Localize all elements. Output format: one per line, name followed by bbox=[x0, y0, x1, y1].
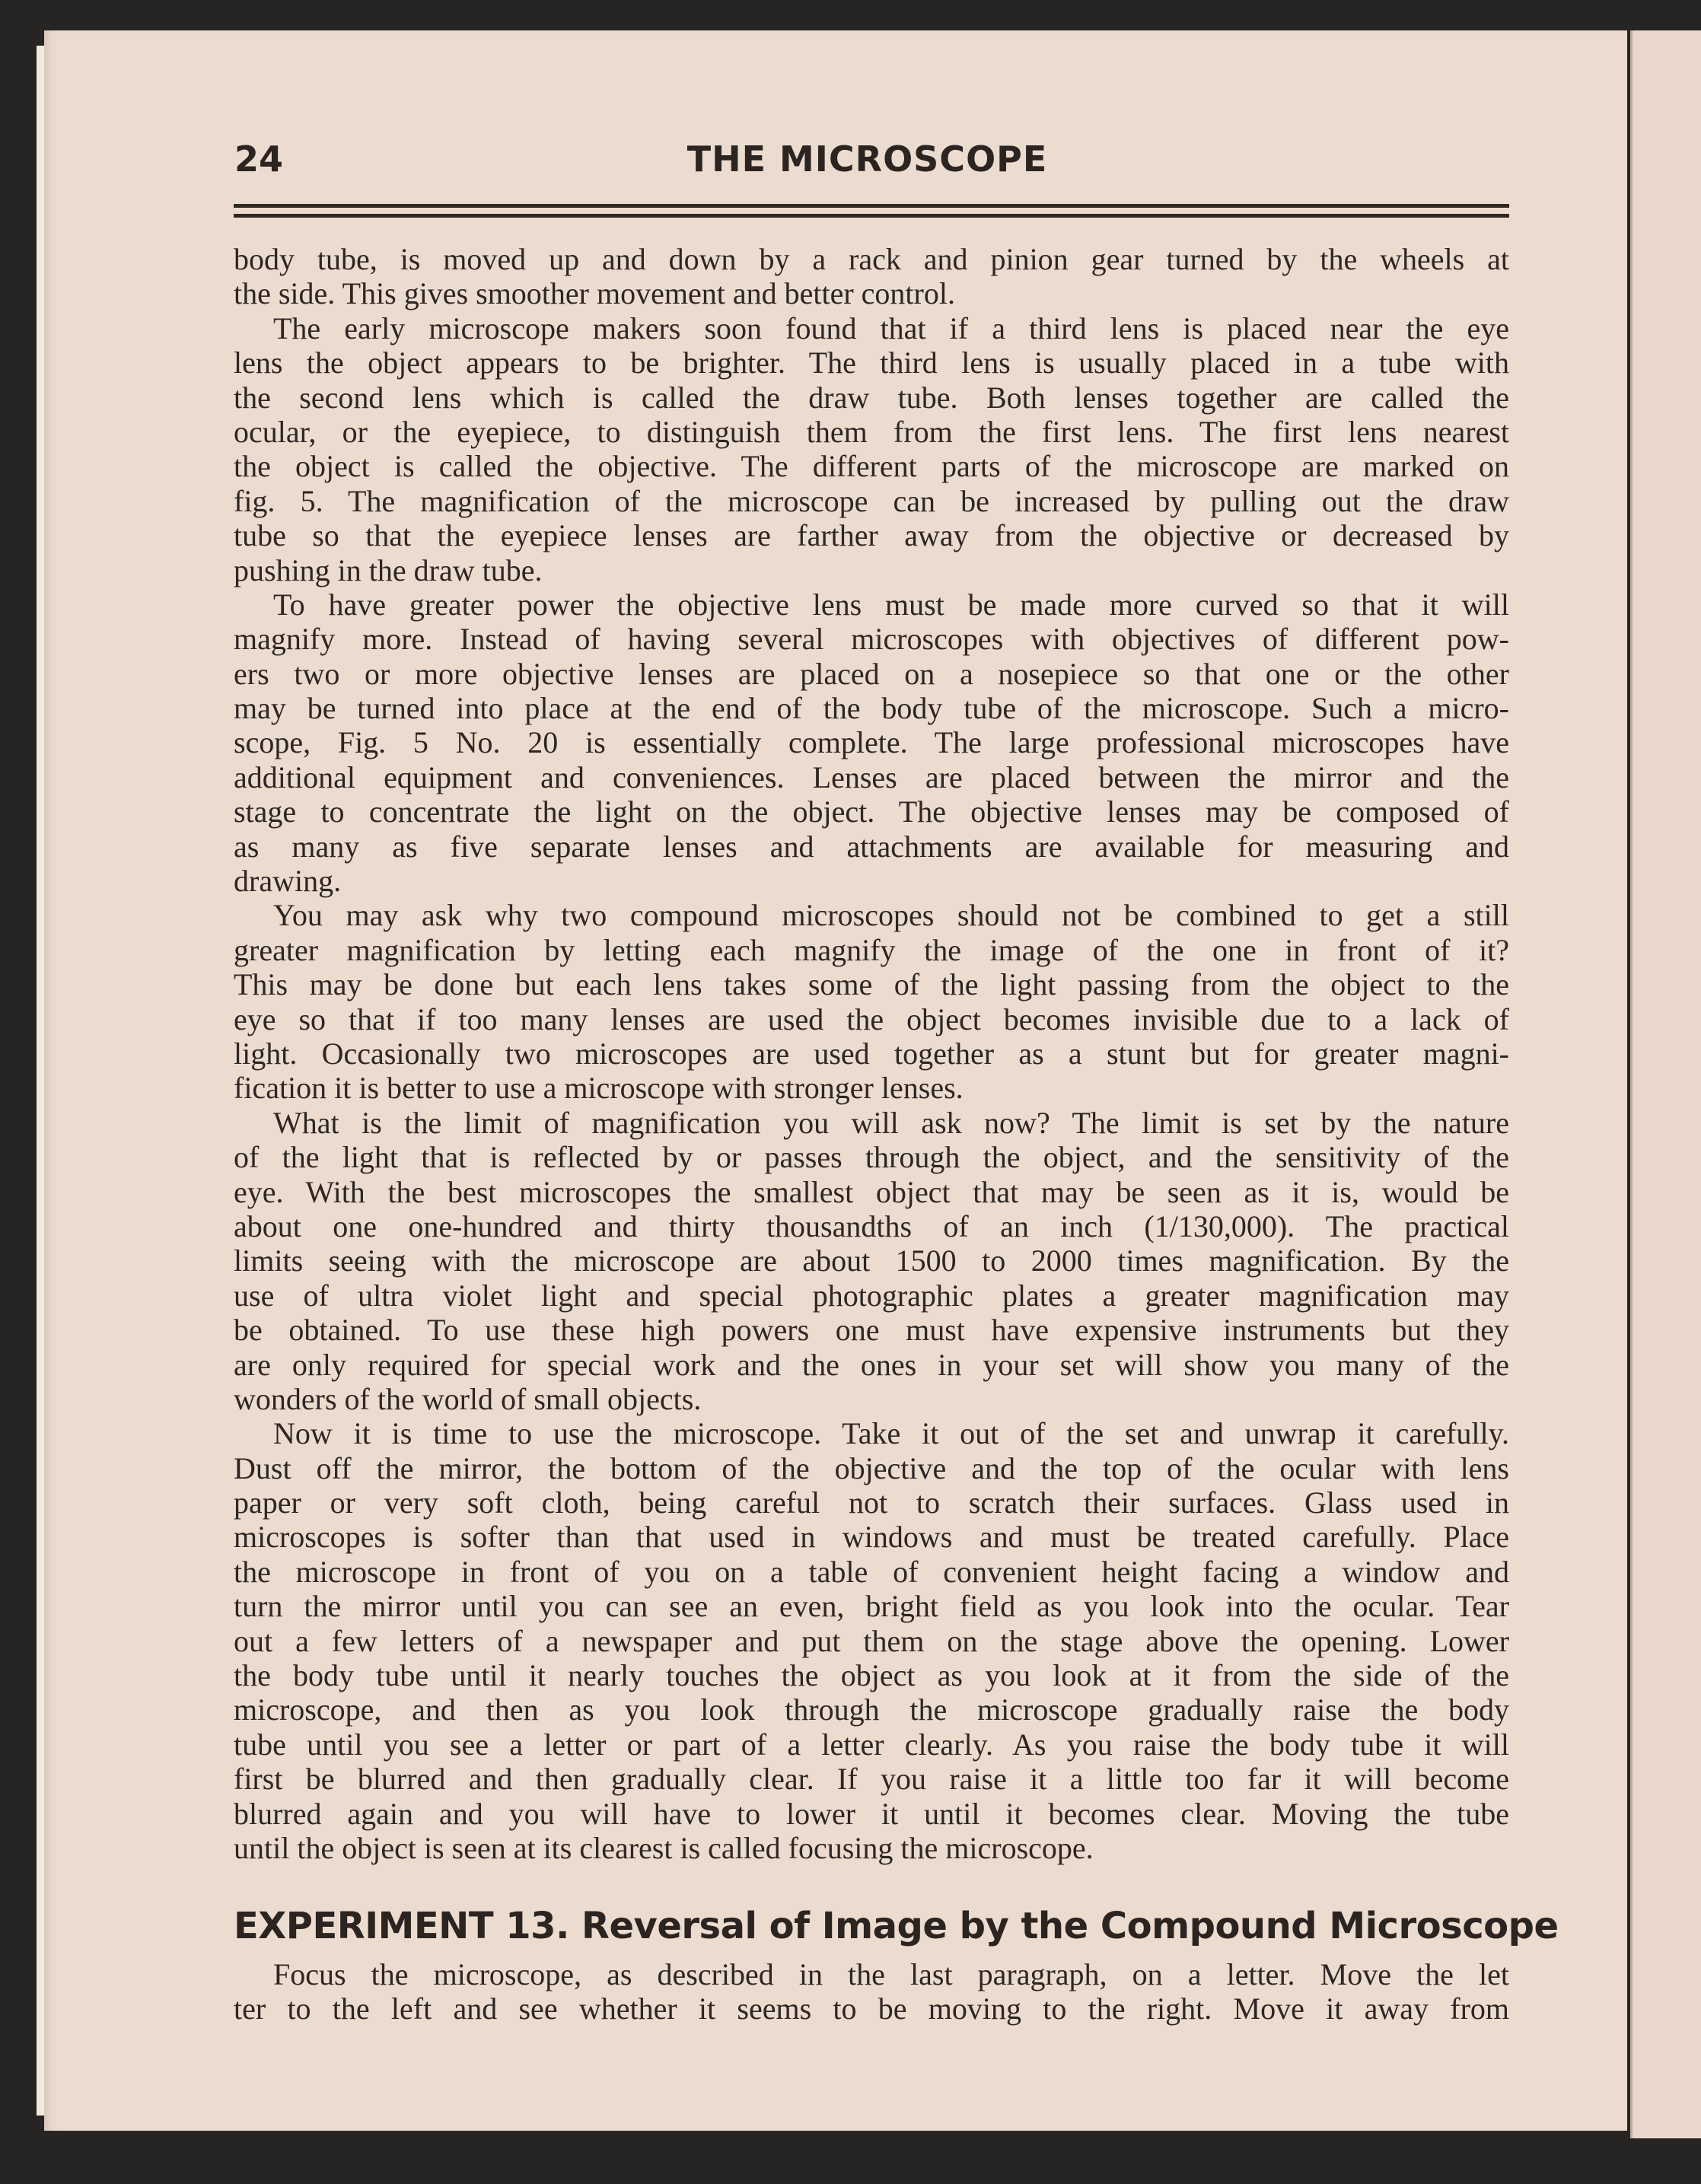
text-line: light. Occasionally two microscopes are used together as a stunt but for greater magni- bbox=[234, 1036, 1509, 1071]
text-line: may be turned into place at the end of the body tube of the microscope. Such a micro- bbox=[234, 691, 1509, 726]
text-line: as many as five separate lenses and attachments are available for measuring and bbox=[234, 829, 1509, 864]
text-line: paper or very soft cloth, being careful not to scratch their surfaces. Glass used in bbox=[234, 1485, 1509, 1520]
text-line: greater magnification by letting each magnify the image of the one in front of it? bbox=[234, 932, 1509, 967]
experiment-heading: EXPERIMENT 13. Reversal of Image by the Compound Microscope bbox=[234, 1905, 1559, 1947]
text-line: eye so that if too many lenses are used the object becomes invisible due to a lack of bbox=[234, 1001, 1509, 1036]
text-line: additional equipment and conveniences. Lenses are placed between the mirror and the bbox=[234, 759, 1509, 794]
text-line: use of ultra violet light and special photographic plates a greater magnification may bbox=[234, 1278, 1509, 1313]
paragraph bbox=[234, 898, 1509, 1105]
text-line: out a few letters of a newspaper and put them on the stage above the opening. Lower bbox=[234, 1623, 1509, 1658]
text-line: Now it is time to use the microscope. Take it out of the set and unwrap it carefully. bbox=[273, 1416, 1509, 1451]
text-line: stage to concentrate the light on the object. The objective lenses may be composed of bbox=[234, 794, 1509, 829]
text-line: the second lens which is called the draw tube. Both lenses together are called the bbox=[234, 380, 1509, 415]
experiment-text bbox=[234, 1957, 1509, 2026]
text-line: the object is called the objective. The different parts of the microscope are marked on bbox=[234, 449, 1509, 484]
text-line: What is the limit of magnification you will ask now? The limit is set by the nature bbox=[273, 1105, 1509, 1140]
text-line: body tube, is moved up and down by a rack and pinion gear turned by the wheels at bbox=[234, 242, 1509, 276]
text-line: tube so that the eyepiece lenses are farther away from the objective or decreased by bbox=[234, 518, 1509, 553]
text-line: ter to the left and see whether it seems to be moving to the right. Move it away from bbox=[234, 1991, 1509, 2026]
text-line: about one one-hundred and thirty thousandths of an inch (1/130,000). The practical bbox=[234, 1208, 1509, 1243]
text-line: pushing in the draw tube. bbox=[234, 552, 543, 587]
text-line: turn the mirror until you can see an even, bright field as you look into the ocular. Tear bbox=[234, 1589, 1509, 1624]
text-line: wonders of the world of small objects. bbox=[234, 1381, 702, 1416]
text-line: fig. 5. The magnification of the microscope can be increased by pulling out the draw bbox=[234, 483, 1509, 518]
text-line: Dust off the mirror, the bottom of the objective and the top of the ocular with lens bbox=[234, 1450, 1509, 1485]
text-line: the microscope in front of you on a table of convenient height facing a window and bbox=[234, 1554, 1509, 1589]
text-line: drawing. bbox=[234, 864, 342, 899]
text-line: the side. This gives smoother movement and better control. bbox=[234, 276, 955, 311]
text-line: You may ask why two compound microscopes should not be combined to get a still bbox=[273, 898, 1509, 933]
text-line: until the object is seen at its clearest is called focusing the microscope. bbox=[234, 1830, 1094, 1865]
text-line: magnify more. Instead of having several microscopes with objectives of different pow- bbox=[234, 622, 1509, 657]
text-line: of the light that is reflected by or passes through the object, and the sensitivity of the bbox=[234, 1140, 1509, 1175]
text-line: fication it is better to use a microscope with stronger lenses. bbox=[234, 1071, 964, 1106]
text-line: are only required for special work and the ones in your set will show you many of the bbox=[234, 1347, 1509, 1382]
text-line: the body tube until it nearly touches the object as you look at it from the side of the bbox=[234, 1658, 1509, 1693]
text-line: microscope, and then as you look through the microscope gradually raise the body bbox=[234, 1692, 1509, 1727]
text-line: microscopes is softer than that used in windows and must be treated carefully. Place bbox=[234, 1520, 1509, 1555]
text-line: lens the object appears to be brighter. The third lens is usually placed in a tube with bbox=[234, 345, 1509, 380]
text-line: limits seeing with the microscope are about 1500 to 2000 times magnification. By the bbox=[234, 1243, 1509, 1278]
paragraph bbox=[234, 1416, 1509, 1865]
text-line: Focus the microscope, as described in the last paragraph, on a letter. Move the let bbox=[273, 1957, 1509, 1991]
paragraph bbox=[234, 587, 1509, 899]
text-line: The early microscope makers soon found that if a third lens is placed near the eye bbox=[273, 310, 1509, 345]
running-header bbox=[0, 138, 1701, 180]
running-header-title: THE MICROSCOPE bbox=[686, 138, 1048, 180]
text-line: blurred again and you will have to lower it until it becomes clear. Moving the tube bbox=[234, 1796, 1509, 1831]
text-line: first be blurred and then gradually clear. If you raise it a little too far it will become bbox=[234, 1762, 1509, 1797]
paragraph bbox=[234, 242, 1509, 311]
text-line: be obtained. To use these high powers one must have expensive instruments but they bbox=[234, 1313, 1509, 1348]
page-number: 24 bbox=[234, 138, 284, 180]
header-rule-top bbox=[234, 204, 1509, 208]
text-line: To have greater power the objective lens must be made more curved so that it will bbox=[273, 587, 1509, 622]
text-line: tube until you see a letter or part of a letter clearly. As you raise the body tube it will bbox=[234, 1727, 1509, 1762]
text-line: ocular, or the eyepiece, to distinguish them from the first lens. The first lens nearest bbox=[234, 414, 1509, 449]
body-text bbox=[234, 242, 1509, 1865]
text-line: This may be done but each lens takes some of the light passing from the object to the bbox=[234, 967, 1509, 1002]
text-line: eye. With the best microscopes the smallest object that may be seen as it is, would be bbox=[234, 1174, 1509, 1209]
text-line: ers two or more objective lenses are placed on a nosepiece so that one or the other bbox=[234, 656, 1509, 691]
header-rule-bottom bbox=[234, 214, 1509, 218]
paragraph bbox=[234, 311, 1509, 587]
text-line: scope, Fig. 5 No. 20 is essentially complete. The large professional microscopes have bbox=[234, 725, 1509, 760]
facing-page-edge bbox=[1630, 30, 1701, 2138]
paragraph bbox=[234, 1106, 1509, 1417]
